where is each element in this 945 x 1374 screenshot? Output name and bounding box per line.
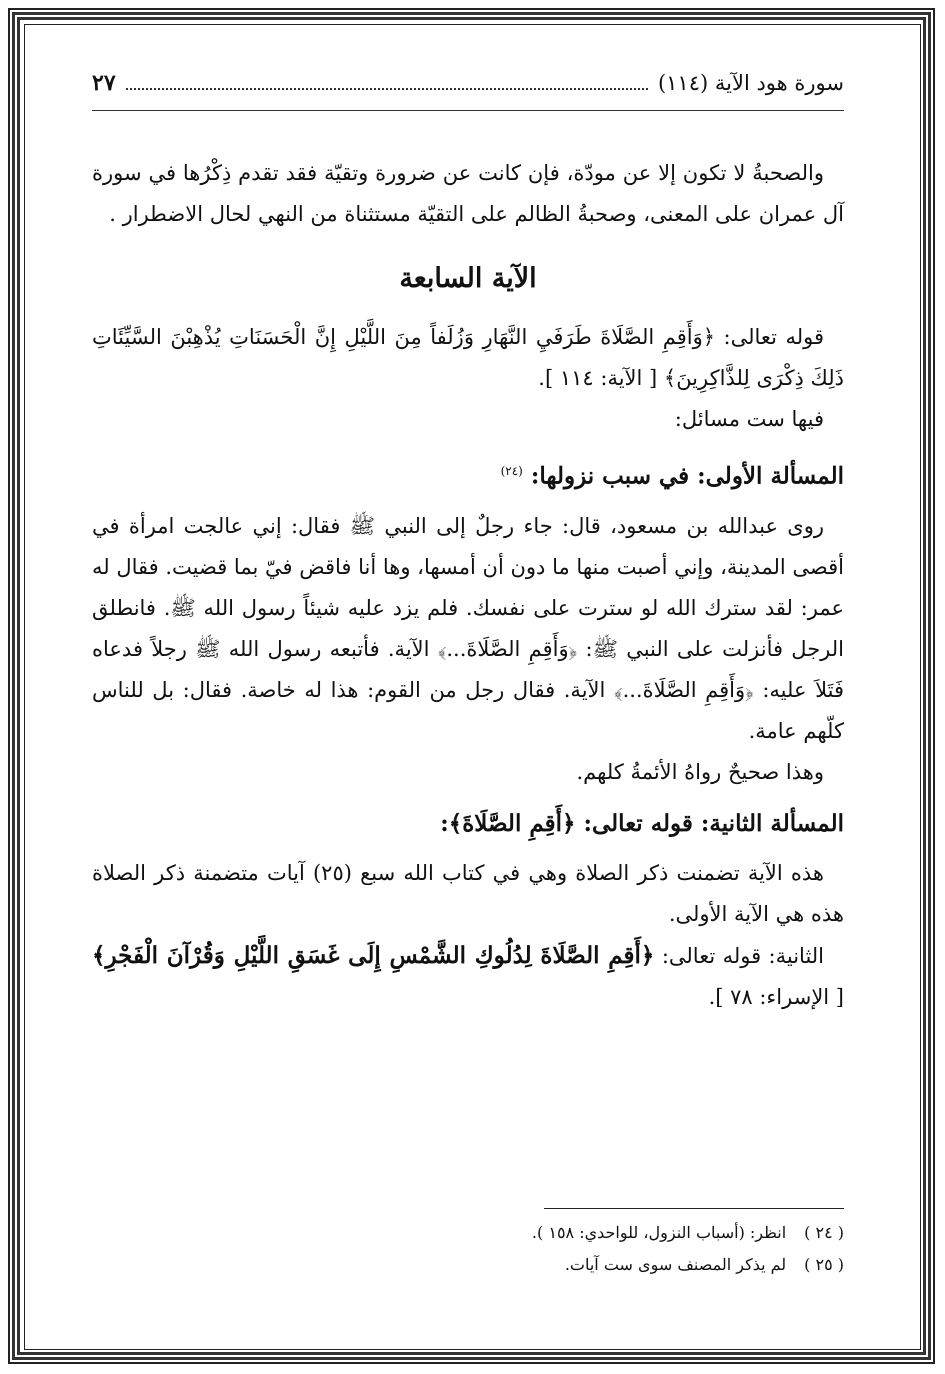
intro-paragraph: والصحبةُ لا تكون إلا عن مودّة، فإن كانت عن ضرورة وتقيّة فقد تقدم ذِكْرُها في سورة آل عمران على المعنى، وصحبةُ الظالم على التقيّة مستثناة من النهي لحال الاضطرار .: [92, 161, 844, 226]
leader-dots: [126, 88, 648, 90]
running-header: [92, 70, 844, 111]
issue2-heading: المسألة الثانية: قوله تعالى: ﴿أَقِمِ الصَّلَاةَ﴾:: [440, 809, 844, 837]
footnote-text: لم يذكر المصنف سوى ست آيات.: [564, 1255, 787, 1274]
section-title: الآية السابعة: [399, 263, 537, 294]
page-body: [92, 70, 844, 1018]
footnote-number: ( ٢٥ ): [804, 1255, 844, 1274]
second-verse-prefix: الثانية: قوله تعالى:: [654, 943, 825, 968]
issue1-heading: [92, 448, 844, 500]
issue1-closing: وهذا صحيحٌ رواهُ الأئمةُ كلهم.: [576, 759, 824, 784]
footnote-24: [92, 1217, 844, 1249]
issue1-body: روى عبدالله بن مسعود، قال: جاء رجلٌ إلى النبي ﷺ فقال: إني عالجت امرأة في أقصى المدينة، وإني أصبت منها ما دون أن أمسها، وها أنا فاقض فيّ بما قضيت. فقال له عمر: لقد سترك الله لو سترت على نفسك. فلم يزد عليه شيئاً رسول الله ﷺ. فانطلق الرجل فأنزلت على النبي ﷺ: ﴿وَأَقِمِ الصَّلَاةَ...﴾ الآية. فأتبعه رسول الله ﷺ رجلاً فدعاه فَتَلاَ عليه: ﴿وَأَقِمِ الصَّلَاةَ...﴾ الآية. فقال رجل من القوم: هذا له خاصة. فقال: بل للناس كلّهم عامة.: [92, 513, 844, 743]
issue1-heading-text: المسألة الأولى: في سبب نزولها:: [530, 462, 844, 490]
footnote-rule: [544, 1208, 844, 1209]
issue1-footnote-ref: (٢٤): [500, 464, 523, 478]
second-verse-text: ﴿أَقِمِ الصَّلَاةَ لِدُلُوكِ الشَّمْسِ إِلَى غَسَقِ اللَّيْلِ وَقُرْآنَ الْفَجْرِ﴾: [92, 941, 655, 969]
footnotes: [92, 1208, 844, 1281]
footnote-25: [92, 1249, 844, 1281]
issues-intro: فيها ست مسائل:: [674, 407, 824, 431]
page-number: ٢٧: [92, 70, 116, 96]
footnote-text: انظر: (أسباب النزول، للواحدي: ١٥٨ ).: [531, 1223, 787, 1242]
verse-paragraph: قوله تعالى: ﴿وَأَقِمِ الصَّلَاةَ طَرَفَيِ النَّهَارِ وَزُلَفاً مِنَ اللَّيْلِ إِنَّ الْحَسَنَاتِ يُذْهِبْنَ السَّيِّئَاتِ ذَلِكَ ذِكْرَى لِلذَّاكِرِينَ﴾ [ الآية: ١١٤ ].: [92, 325, 844, 390]
running-header-title: سورة هود الآية (١١٤): [657, 71, 844, 95]
issue2-body: هذه الآية تضمنت ذكر الصلاة وهي في كتاب الله سبع (٢٥) آيات متضمنة ذكر الصلاة هذه هي الآية الأولى.: [92, 860, 844, 926]
second-verse-ref: [ الإسراء: ٧٨ ].: [708, 984, 844, 1009]
issue2-second-verse-paragraph: [92, 935, 844, 1018]
footnote-number: ( ٢٤ ): [804, 1223, 844, 1242]
